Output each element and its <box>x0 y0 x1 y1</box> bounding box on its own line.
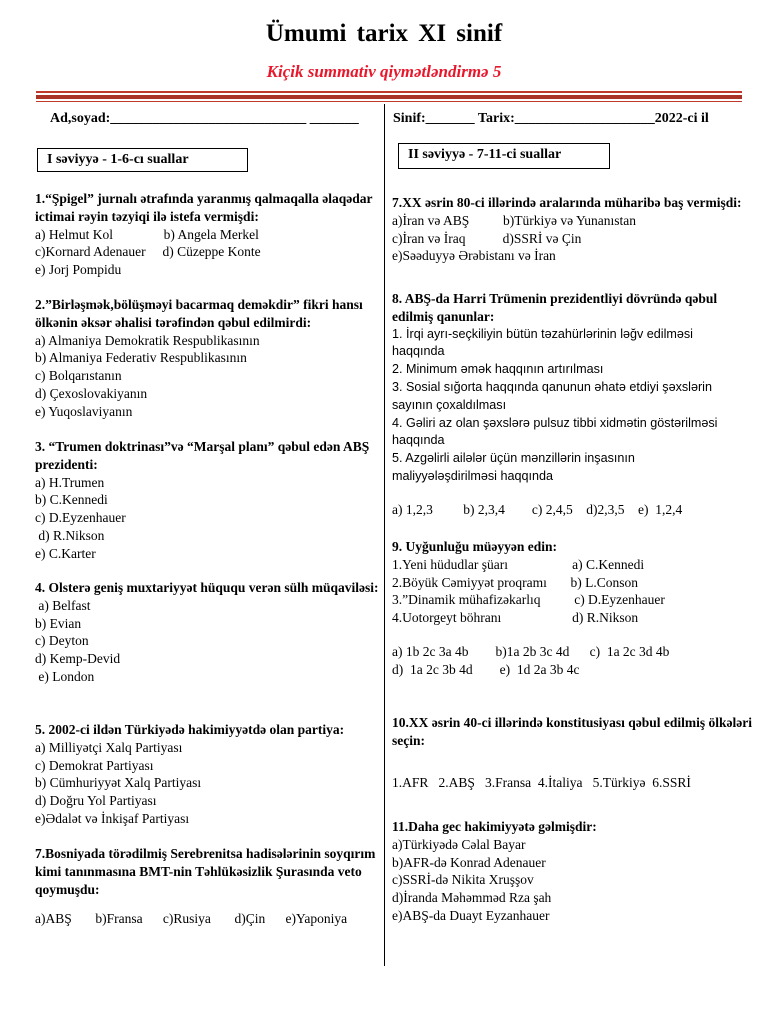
level-1-box: I səviyyə - 1-6-cı suallar <box>37 148 248 172</box>
option: c)Kornard Adenauer d) Cüzeppe Konte <box>35 244 261 260</box>
question-text: 11.Daha gec hakimiyyətə gəlmişdir: <box>392 819 597 834</box>
option: e) London <box>35 668 95 684</box>
question-text: 4. Olsterə geniş muxtariyyət hüququ verən sülh müqaviləsi: <box>35 580 379 595</box>
option: c)SSRİ-də Nikita Xruşşov <box>392 872 534 888</box>
question-10 <box>392 714 756 750</box>
question-8 <box>392 290 752 486</box>
option: a) Helmut Kol b) Angela Merkel <box>35 226 259 242</box>
question-8-answers <box>392 501 752 519</box>
option: 1.AFR 2.ABŞ 3.Fransa 4.İtaliya 5.Türkiyə 6.SSRİ <box>392 775 691 790</box>
law-item: 1. İrqi ayrı-seçkiliyin bütün təzahürlərinin ləğv edilməsi <box>392 326 693 341</box>
option: a)İran və ABŞ b)Türkiyə və Yunanıstan <box>392 212 636 228</box>
page-subtitle: Kiçik summativ qiymətləndirmə 5 <box>266 62 502 81</box>
question-text: 2.”Birləşmək,bölüşməyi bacarmaq deməkdir” fikri hansı ölkənin əksər əhalisi tərəfindən qəbul edilmirdi: <box>35 297 367 330</box>
class-date-field: Sinif:_______ Tarix:____________________2022-ci il <box>393 111 709 126</box>
option: b)AFR-də Konrad Adenauer <box>392 854 546 870</box>
option: e)Səəduyyə Ərəbistanı və İran <box>392 248 556 264</box>
option: d) Çexoslovakiyanın <box>35 385 148 401</box>
option: b) Almaniya Federativ Respublikasının <box>35 350 247 366</box>
question-3 <box>35 438 382 563</box>
question-9 <box>392 538 752 627</box>
match-row: 3.”Dinamik mühafizəkarlıq c) D.Eyzenhauer <box>392 592 665 608</box>
question-4 <box>35 579 382 686</box>
option: c)İran və İraq d)SSRİ və Çin <box>392 230 582 246</box>
option: d) R.Nikson <box>35 527 105 543</box>
answer-options: a) 1b 2c 3a 4b b)1a 2b 3c 4d c) 1a 2c 3d 4b <box>392 644 670 659</box>
option: b) C.Kennedi <box>35 492 108 508</box>
law-item: 4. Gəliri az olan şəxslərə pulsuz tibbi xidmətin göstərilməsi <box>392 415 718 430</box>
option: d) Kemp-Devid <box>35 651 121 667</box>
option: e)Ədalət və İnkişaf Partiyası <box>35 810 190 826</box>
column-divider <box>384 104 385 966</box>
question-text: 1.“Şpigel” jurnalı ətrafında yaranmış qalmaqalla əlaqədar ictimai rəyin təzyiqi ilə istefa vermişdi: <box>35 191 376 224</box>
header-divider-thick <box>36 95 742 99</box>
question-10-options <box>392 774 752 792</box>
question-text: 9. Uyğunluğu müəyyən edin: <box>392 539 558 554</box>
question-text: 7.XX əsrin 80-ci illərində aralarında müharibə baş vermişdi: <box>392 195 742 210</box>
option: e) C.Karter <box>35 545 96 561</box>
question-5 <box>35 721 382 828</box>
option: d)İranda Məhəmməd Rza şah <box>392 890 552 906</box>
law-item: sayının çoxaldılması <box>392 397 507 412</box>
question-text: 5. 2002-ci ildən Türkiyədə hakimiyyətdə olan partiya: <box>35 722 345 737</box>
question-2 <box>35 296 382 421</box>
law-item: 2. Minimum əmək haqqının artırılması <box>392 362 604 377</box>
match-row: 4.Uotorgeyt böhranı d) R.Nikson <box>392 610 639 626</box>
option: a)Türkiyədə Cəlal Bayar <box>392 836 526 852</box>
option: a) Milliyətçi Xalq Partiyası <box>35 739 183 755</box>
answer-options: d) 1a 2c 3b 4d e) 1d 2a 3b 4c <box>392 661 580 677</box>
option: a) Belfast <box>35 597 91 613</box>
question-9-answers <box>392 643 752 679</box>
question-7 <box>392 194 752 265</box>
question-text: 3. “Trumen doktrinası”və “Marşal planı” qəbul edən ABŞ prezidenti: <box>35 439 373 472</box>
law-item: 3. Sosial sığorta haqqında qanunun əhatə etdiyi şəxslərin <box>392 379 712 394</box>
option: e)ABŞ-da Duayt Eyzanhauer <box>392 907 550 923</box>
name-field: Ad,soyad:____________________________ _______ <box>50 111 359 126</box>
option: e) Yuqoslaviyanın <box>35 403 133 419</box>
option: a) Almaniya Demokratik Respublikasının <box>35 332 260 348</box>
option: d) Doğru Yol Partiyası <box>35 793 157 809</box>
law-item: maliyyələşdirilməsi haqqında <box>392 468 553 483</box>
option: c) Deyton <box>35 633 89 649</box>
level-2-box: II səviyyə - 7-11-ci suallar <box>398 143 610 169</box>
header-divider <box>36 91 742 93</box>
option: e) Jorj Pompidu <box>35 262 122 278</box>
option: a) H.Trumen <box>35 474 105 490</box>
law-item: 5. Azgəlirli ailələr üçün mənzillərin inşasının <box>392 451 635 466</box>
answer-options: a) 1,2,3 b) 2,3,4 c) 2,4,5 d)2,3,5 e) 1,2,4 <box>392 502 683 517</box>
option: c) Bolqarıstanın <box>35 368 122 384</box>
law-item: haqqında <box>392 344 445 359</box>
question-text: 7.Bosniyada törədilmiş Serebrenitsa hadisələrinin soyqırım kimi tanınmasına BMT-nin Təhlükəsizlik Şurasında veto qoymuşdu: <box>35 846 379 897</box>
question-1 <box>35 190 382 279</box>
option: c) D.Eyzenhauer <box>35 510 126 526</box>
question-text: 10.XX əsrin 40-ci illərində konstitusiyası qəbul edilmiş ölkələri seçin: <box>392 715 756 748</box>
question-text: 8. ABŞ-da Harri Trümenin prezidentliyi dövründə qəbul edilmiş qanunlar: <box>392 291 721 324</box>
option: b) Cümhuriyyət Xalq Partiyası <box>35 775 202 791</box>
header-divider-thin <box>36 101 742 102</box>
match-row: 1.Yeni hüdudlar şüarı a) C.Kennedi <box>392 556 645 572</box>
question-11 <box>392 818 752 925</box>
law-item: haqqında <box>392 433 445 448</box>
option: b) Evian <box>35 615 82 631</box>
match-row: 2.Böyük Cəmiyyət proqramı b) L.Conson <box>392 574 638 590</box>
page-title: Ümumi tarix XI sinif <box>265 20 503 47</box>
option: c) Demokrat Partiyası <box>35 757 154 773</box>
question-6 <box>35 845 382 928</box>
option: a)ABŞ b)Fransa c)Rusiya d)Çin e)Yaponiya <box>35 911 348 927</box>
